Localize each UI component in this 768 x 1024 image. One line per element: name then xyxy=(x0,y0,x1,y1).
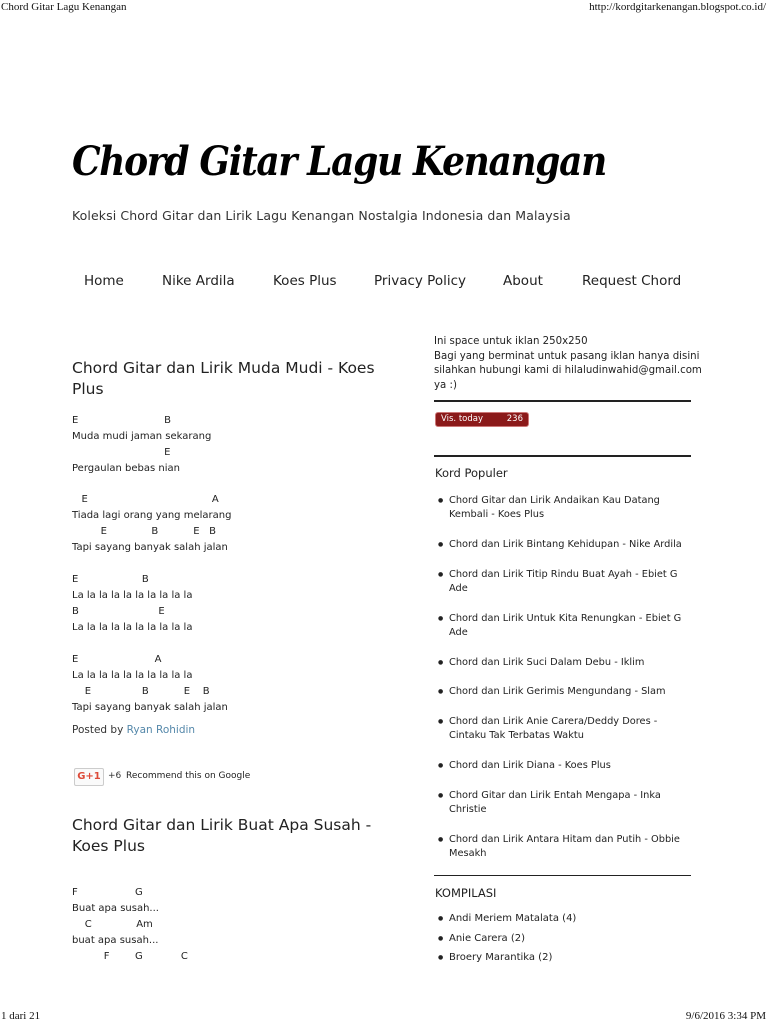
lyric-block: E A La la la la la la la la la la E B E B Tapi sayang banyak salah jalan xyxy=(72,654,228,713)
print-footer xyxy=(1,1006,766,1022)
kompilasi-item[interactable]: ● Anie Carera (2) xyxy=(438,929,576,949)
visitor-label: Vis. today xyxy=(441,414,483,424)
popular-item[interactable]: ● Chord dan Lirik Bintang Kehidupan - Nike Ardila xyxy=(438,538,696,552)
nav-nike-ardila[interactable]: Nike Ardila xyxy=(162,273,235,289)
popular-item[interactable]: ● Chord dan Lirik Antara Hitam dan Putih - Obbie Mesakh xyxy=(438,833,696,861)
popular-widget-title: Kord Populer xyxy=(435,466,508,480)
lyric-block: F G Buat apa susah... C Am buat apa susah... F G C xyxy=(72,887,188,962)
post-author-line xyxy=(72,724,195,736)
popular-item[interactable]: ● Chord Gitar dan Lirik Entah Mengapa - Inka Christie xyxy=(438,789,696,817)
visitor-counter-badge[interactable] xyxy=(435,412,529,427)
posted-by-label: Posted by xyxy=(72,724,124,736)
nav-request-chord[interactable]: Request Chord xyxy=(582,273,682,289)
blog-title[interactable]: Chord Gitar Lagu Kenangan xyxy=(72,138,606,185)
nav-privacy-policy[interactable]: Privacy Policy xyxy=(374,273,467,289)
sidebar-divider xyxy=(434,875,691,876)
nav-about[interactable]: About xyxy=(503,273,543,289)
nav-koes-plus[interactable]: Koes Plus xyxy=(273,273,337,289)
popular-item[interactable]: ● Chord dan Lirik Anie Carera/Deddy Dores - Cintaku Tak Terbatas Waktu xyxy=(438,715,696,743)
blog-description: Koleksi Chord Gitar dan Lirik Lagu Kenangan Nostalgia Indonesia dan Malaysia xyxy=(72,208,571,223)
gplus-recommend-text: Recommend this on Google xyxy=(126,771,251,781)
print-header xyxy=(1,1,766,17)
lyric-block: E B Muda mudi jaman sekarang E Pergaulan bebas nian xyxy=(72,415,212,474)
visitor-count: 236 xyxy=(506,414,523,424)
kompilasi-item[interactable]: ● Andi Meriem Matalata (4) xyxy=(438,909,576,929)
popular-item[interactable]: ● Chord dan Lirik Diana - Koes Plus xyxy=(438,759,696,773)
kompilasi-item[interactable]: ● Broery Marantika (2) xyxy=(438,948,576,968)
popular-item[interactable]: ● Chord Gitar dan Lirik Andaikan Kau Datang Kembali - Koes Plus xyxy=(438,494,696,522)
popular-item[interactable]: ● Chord dan Lirik Suci Dalam Debu - Iklim xyxy=(438,656,696,670)
popular-item[interactable]: ● Chord dan Lirik Untuk Kita Renungkan - Ebiet G Ade xyxy=(438,612,696,640)
ad-text: Ini space untuk iklan 250x250 Bagi yang berminat untuk pasang iklan hanya disini silahkan hubungi kami di hilaludinwahid@gmail.com ya :) xyxy=(434,336,702,391)
print-page-title: Chord Gitar Lagu Kenangan xyxy=(1,1,127,13)
gplus-count: +6 xyxy=(108,771,122,781)
lyric-block: E A Tiada lagi orang yang melarang E B E B Tapi sayang banyak salah jalan xyxy=(72,494,232,553)
popular-item[interactable]: ● Chord dan Lirik Gerimis Mengundang - Slam xyxy=(438,685,696,699)
sidebar-divider xyxy=(434,455,691,457)
lyric-block: E B La la la la la la la la la la B E La la la la la la la la la la xyxy=(72,574,193,633)
kompilasi-widget-title: KOMPILASI xyxy=(435,886,497,900)
kompilasi-list xyxy=(438,909,576,968)
print-datetime: 9/6/2016 3:34 PM xyxy=(685,1010,766,1022)
nav-home[interactable]: Home xyxy=(84,273,124,289)
post-title[interactable]: Chord Gitar dan Lirik Buat Apa Susah - Koes Plus xyxy=(72,816,372,855)
author-link[interactable]: Ryan Rohidin xyxy=(126,724,196,736)
gplus-icon[interactable]: G+1 xyxy=(74,768,104,786)
sidebar-divider xyxy=(434,400,691,402)
print-url: http://kordgitarkenangan.blogspot.co.id/ xyxy=(589,1,766,13)
print-page-number: 1 dari 21 xyxy=(1,1010,41,1022)
popular-list xyxy=(438,494,696,861)
post-title[interactable]: Chord Gitar dan Lirik Muda Mudi - Koes Plus xyxy=(72,359,375,398)
popular-item[interactable]: ● Chord dan Lirik Titip Rindu Buat Ayah - Ebiet G Ade xyxy=(438,568,696,596)
ad-space-text xyxy=(434,335,704,393)
